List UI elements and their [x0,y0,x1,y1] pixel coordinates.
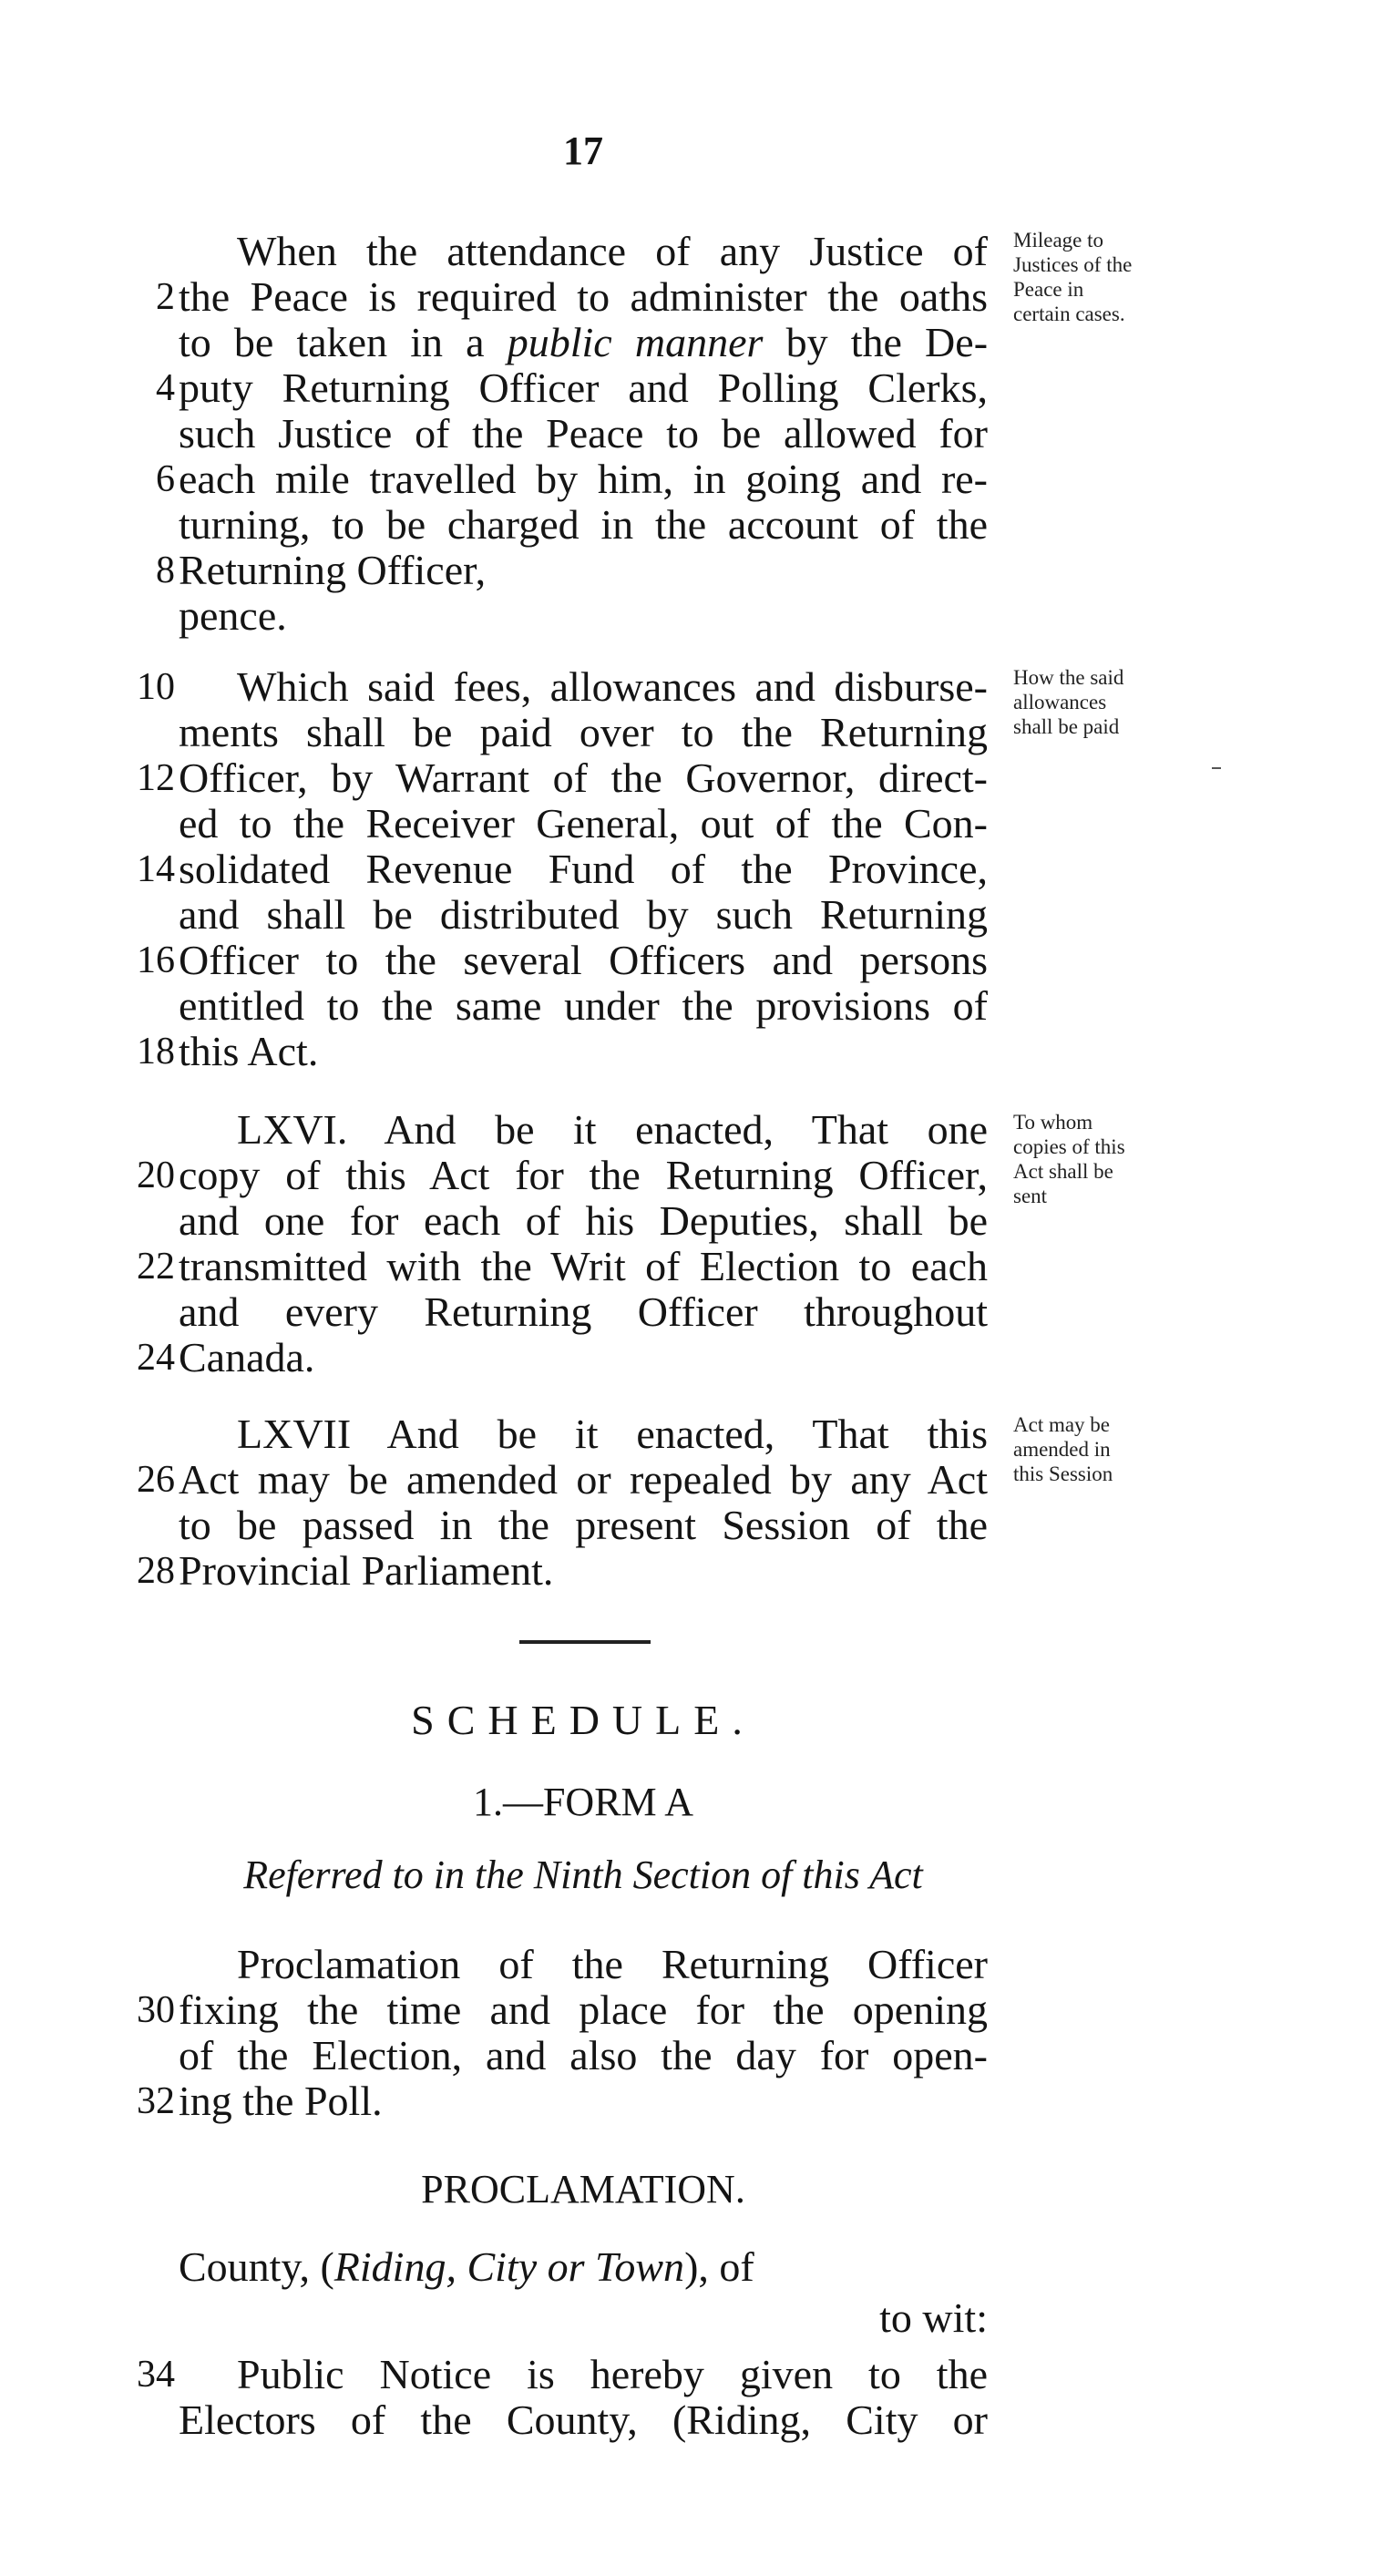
margin-mark [1212,767,1221,769]
line-number: 24 [137,1337,175,1379]
line-number: 12 [137,757,175,799]
side-note-line: this Session [1013,1462,1113,1485]
text-line [179,317,988,368]
text-segment: by the De- [763,319,989,365]
side-note-line: shall be paid [1013,715,1120,738]
text-line: Canada. [179,1334,315,1380]
line-number: 18 [137,1031,175,1072]
county-line: County, (Riding, City or Town), of [179,2243,754,2290]
line-number: 2 [156,276,175,318]
text-line: and every Returning Officer throughout [179,1288,988,1335]
line-number: 4 [156,367,175,409]
italic-segment: public manner [507,319,764,365]
side-note-line: Justices of the [1013,253,1133,276]
line-number: 34 [137,2354,175,2396]
side-note-line: To whom [1013,1111,1093,1134]
side-note-line: allowances [1013,691,1107,713]
line-number: 6 [156,458,175,500]
text-line: pence. [179,592,287,639]
text-line: of the Election, and also the day for open- [179,2032,988,2078]
text-line: to be passed in the present Session of the [179,1502,988,1548]
text-line: solidated Revenue Fund of the Province, [179,846,988,892]
text-line: Public Notice is hereby given to the [237,2351,988,2397]
side-note [1013,1412,1223,1486]
text-line: LXVII And be it enacted, That this [237,1411,988,1457]
page-number: 17 [563,128,603,173]
proclamation-heading: PROCLAMATION. [421,2167,745,2212]
side-note-line: Mileage to [1013,229,1103,251]
side-note-line: amended in [1013,1438,1111,1461]
line-number: 14 [137,848,175,890]
text-line: and shall be distributed by such Returning [179,891,988,938]
line-number: 26 [137,1459,175,1501]
text-line: entitled to the same under the provisions of [179,982,988,1029]
text-line: Act may be amended or repealed by any Act [179,1456,988,1503]
text-line: ing the Poll. [179,2078,383,2124]
text-line: Which said fees, allowances and disburse- [237,663,988,710]
text-line: such Justice of the Peace to be allowed for [179,410,988,457]
text-line: Electors of the County, (Riding, City or [179,2396,988,2443]
side-note-line: Peace in [1013,278,1084,301]
side-note-line: copies of this [1013,1135,1125,1158]
text-line: Officer, by Warrant of the Governor, direct- [179,754,988,801]
text-line: ments shall be paid over to the Returning [179,709,988,755]
form-reference: Referred to in the Ninth Section of this Act [243,1852,923,1897]
form-heading: 1.—FORM A [472,1780,694,1824]
section-rule [519,1640,651,1644]
text-line: puty Returning Officer and Polling Clerks, [179,364,988,411]
text-line: ed to the Receiver General, out of the Con- [179,800,988,847]
line-number: 10 [137,666,175,708]
text-line: fixing the time and place for the opening [179,1986,988,2033]
text-line: Officer to the several Officers and persons [179,937,988,983]
side-note [1013,1110,1223,1208]
line-number: 32 [137,2080,175,2122]
schedule-heading: SCHEDULE. [411,1697,755,1743]
text-line: turning, to be charged in the account of the [179,501,988,548]
text-line: transmitted with the Writ of Election to each [179,1243,988,1289]
side-note-line: sent [1013,1185,1048,1207]
to-wit: to wit: [879,2294,988,2341]
text-line: each mile travelled by him, in going and re- [179,456,988,502]
side-note [1013,665,1223,739]
side-note [1013,228,1223,326]
line-number: 30 [137,1989,175,2031]
side-note-line: How the said [1013,666,1124,689]
side-note-line: Act may be [1013,1413,1111,1436]
line-number: 16 [137,939,175,981]
side-note-line: certain cases. [1013,303,1125,325]
county-line-italic: Riding, City or Town [333,2243,685,2290]
line-number: 8 [156,549,175,591]
text-segment: to be taken in a [179,319,508,365]
text-line: Returning Officer, [179,547,487,593]
text-line: and one for each of his Deputies, shall be [179,1197,988,1244]
line-number: 20 [137,1155,175,1196]
text-line: Proclamation of the Returning Officer [237,1941,988,1987]
line-number: 22 [137,1246,175,1288]
text-line: When the attendance of any Justice of [237,228,988,274]
text-line: Provincial Parliament. [179,1547,554,1594]
text-line: this Act. [179,1028,319,1074]
text-line: the Peace is required to administer the oaths [179,273,988,320]
text-line: LXVI. And be it enacted, That one [237,1106,988,1153]
line-number: 28 [137,1550,175,1592]
side-note-line: Act shall be [1013,1160,1113,1183]
text-line: copy of this Act for the Returning Officer, [179,1152,988,1198]
